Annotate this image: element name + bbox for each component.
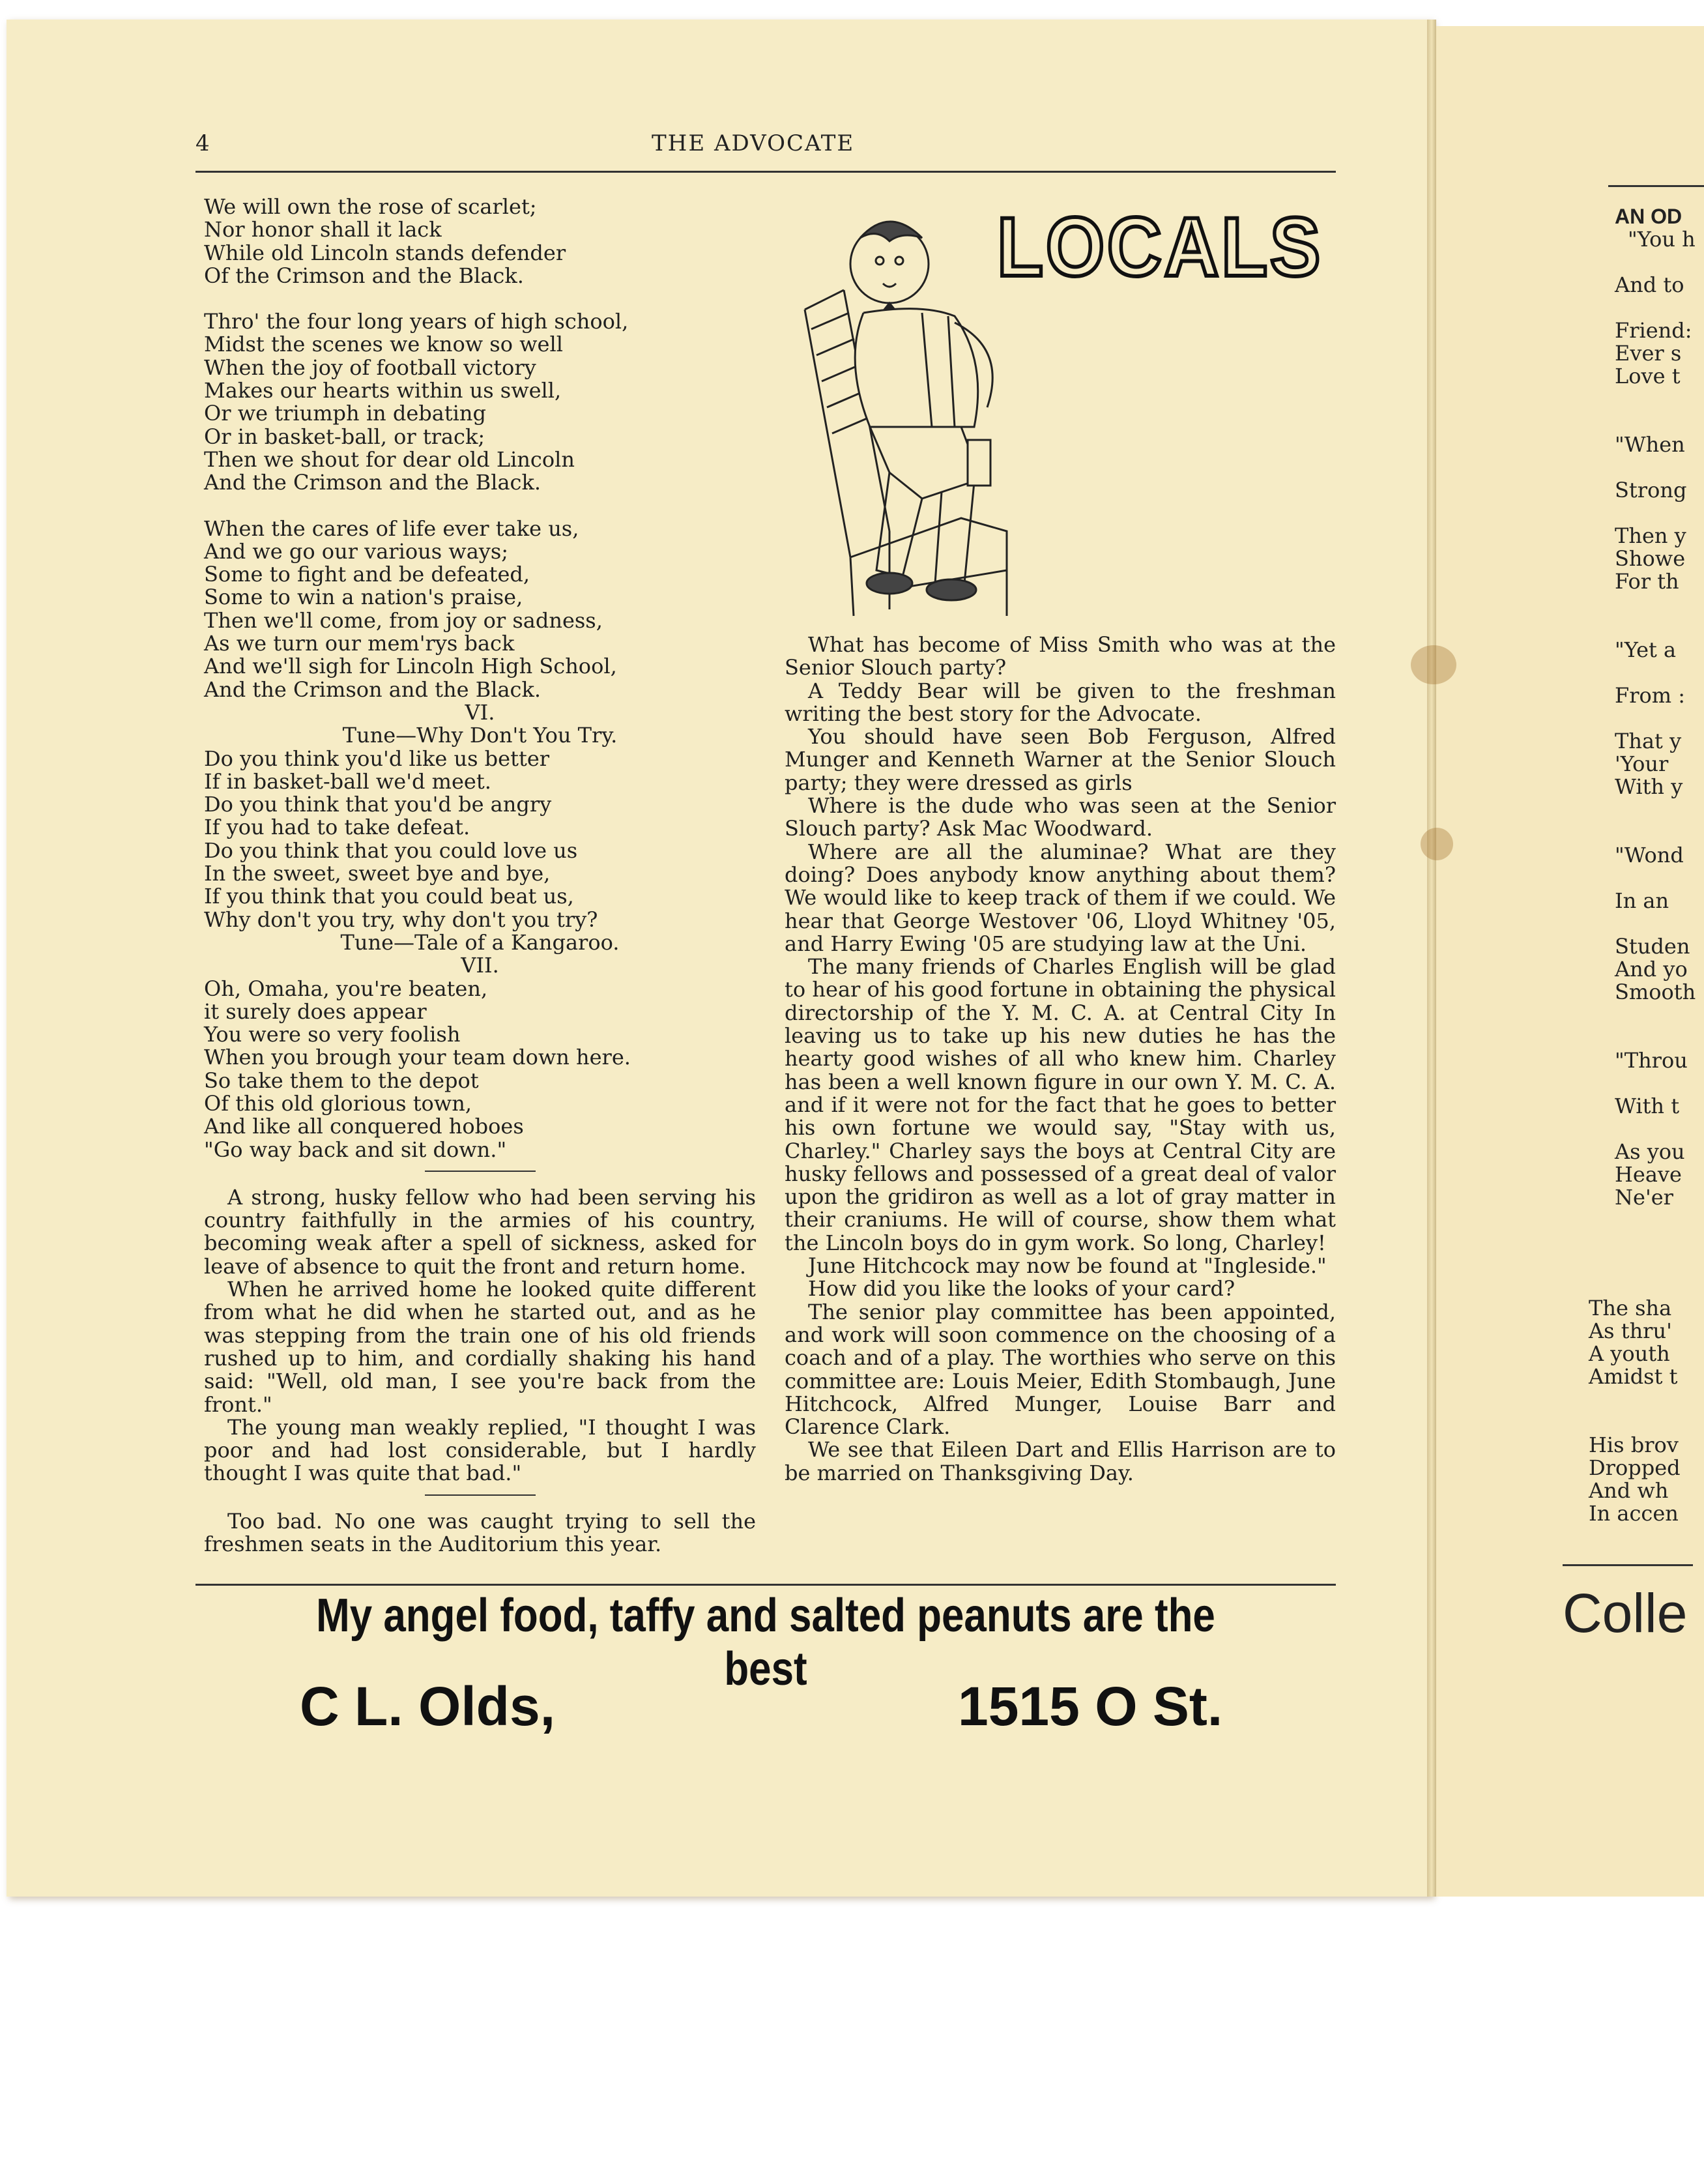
fragment: Heave [1615,1162,1682,1187]
fragment: And yo [1615,957,1688,982]
header-rule [195,171,1336,173]
fragment: Strong [1615,478,1687,502]
fragment: "Throu [1615,1048,1688,1073]
poem-stanza: When the cares of life ever take us, And we go our various ways; Some to fight and be defeated, Some to win a nation's praise, Then we'll come, from joy or sadness, As we turn our mem'rys back And we'll sigh for Lincoln High School, And the Crimson and the Black. [204,516,617,702]
ad-merchant-name: C L. Olds, [300,1676,556,1737]
fragment: Colle [1563,1582,1688,1644]
locals-item: The many friends of Charles English will be glad to hear of his good fortune in obtaining the physical directorship of the Y. M. C. A. at Central City In leaving us to take up his new duties he has the hearty good wishes of all who knew him. Charley has been a well known figure in our own Y. M. C. A. and if it were not for the fact that he goes to better his own fortune we would say, "Stay with us, Charley." Charley says the boys at Central City are husky fellows and possessed of a great deal of valor upon the gridiron as well as a lot of gray matter in their craniums. He will of course, show them what the Lincoln boys do in gym work. So long, Charley! [785,954,1336,1255]
story-paragraph: The young man weakly replied, "I thought I was poor and had lost considerable, but I hardly thought I was quite that bad." [204,1414,756,1486]
poem-stanza: We will own the rose of scarlet; Nor honor shall it lack While old Lincoln stands defender Of the Crimson and the Black. [204,194,566,288]
fragment: As thru' [1589,1318,1672,1343]
ad-top-rule [195,1584,1336,1586]
ad-headline: My angel food, taffy and salted peanuts are the best [316,1590,1215,1695]
fragment: "Yet a [1615,637,1677,662]
fragment: Ne'er [1615,1185,1673,1210]
fragment: In accen [1589,1501,1679,1526]
poem-stanza: Thro' the four long years of high school, Midst the scenes we know so well When the joy of football victory Makes our hearts within us swell, Or we triumph in debating Or in basket-ball, or track; Then we shout for dear old Lincoln And the Crimson and the Black. [204,309,629,495]
fragment: The sha [1589,1296,1672,1320]
fragment: As you [1615,1139,1685,1164]
fragment: From : [1615,683,1686,708]
locals-column [785,633,1336,1485]
locals-item: June Hitchcock may now be found at "Ingleside." [808,1253,1327,1279]
fragment: And wh [1589,1478,1669,1503]
tune-line: Tune—Tale of a Kangaroo. [340,929,620,955]
divider [425,1171,536,1172]
poem-stanza: Oh, Omaha, you're beaten, it surely does appear You were so very foolish When you brough your team down here. So take them to the depot Of this old glorious town, And like all conquered hoboes "Go way back and sit down." [204,976,631,1162]
fragment: In an [1615,888,1669,913]
locals-item: A Teddy Bear will be given to the freshman writing the best story for the Advocate. [785,678,1336,726]
fragment: Love t [1615,364,1681,388]
story-paragraph: A strong, husky fellow who had been serving his country faithfully in the armies of his country, becoming weak after a spell of sickness, asked for leave of absence to quit the front and return home. [204,1184,756,1279]
fragment: Showe [1615,546,1686,571]
fragment: Ever s [1615,341,1682,366]
fragment: Studen [1615,934,1690,959]
section-number: VI. [465,699,495,725]
page-number: 4 [195,130,210,156]
fragment: "You h [1628,227,1696,252]
fragment: For th [1615,569,1679,594]
masthead: THE ADVOCATE [652,130,855,156]
fragment: His brov [1589,1433,1679,1457]
fragment: Smooth [1615,980,1696,1004]
left-column [204,196,756,1556]
locals-item: Where are all the aluminae? What are they doing? Does anybody know anything about them? We would like to keep track of them if we could. We hear that George Westover '06, Lloyd Whitney '05, and Harry Ewing '05 are studying law at the Uni. [785,839,1336,956]
fragment: And to [1615,272,1684,297]
binding-seam [1427,20,1436,1897]
tune-line: Tune—Why Don't You Try. [342,723,618,748]
page-header [195,130,1336,176]
next-page-header-rule [1608,185,1704,187]
paper-stain [1411,645,1456,684]
fragment: Amidst t [1589,1364,1678,1389]
locals-item: What has become of Miss Smith who was at the Senior Slouch party? [785,632,1336,680]
fragment: "Wond [1615,843,1684,867]
paper-stain [1421,828,1453,860]
fragment: AN OD [1615,205,1682,228]
advertisement [195,1584,1336,1747]
locals-heading-text: LOCALS [997,201,1323,290]
locals-item: We see that Eileen Dart and Ellis Harrison are to be married on Thanksgiving Day. [785,1437,1336,1485]
locals-item: You should have seen Bob Ferguson, Alfred Munger and Kenneth Warner at the Senior Slouch party; they were dressed as girls [785,724,1336,795]
fragment: That y [1615,729,1682,753]
ad-address: 1515 O St. [958,1676,1223,1737]
fragment: With y [1615,774,1683,799]
fragment: With t [1615,1094,1680,1118]
next-page-ad-rule [1563,1564,1693,1566]
fragment: Dropped [1589,1455,1681,1480]
fragment: "When [1615,432,1685,457]
story-paragraph: When he arrived home he looked quite different from what he did when he started out, and as he was stepping from the train one of his old friends rushed up to him, and cordially shaking his hand said: "Well, old man, I see you're back from the front." [204,1277,756,1417]
poem-stanza: Do you think you'd like us better If in basket-ball we'd meet. Do you think that you'd be angry If you had to take defeat. Do you think that you could love us In the sweet, sweet bye and bye, If you think that you could beat us, Why don't you try, why don't you try? [204,746,598,932]
locals-item: The senior play committee has been appointed, and work will soon commence on the choosing of a coach and of a play. The worthies who serve on this committee are: Louis Meier, Edith Stombaugh, June Hitchcock, Alfred Munger, Louise Barr and Clarence Clark. [785,1299,1336,1440]
section-number: VII. [461,953,499,978]
locals-item: Where is the dude who was seen at the Senior Slouch party? Ask Mac Woodward. [785,793,1336,841]
joke-paragraph: Too bad. No one was caught trying to sell the freshmen seats in the Auditorium this year. [204,1508,756,1557]
divider [425,1494,536,1496]
fragment: Friend: [1615,318,1692,343]
locals-item: How did you like the looks of your card? [808,1276,1235,1302]
fragment: 'Your [1615,751,1669,776]
fragment: Then y [1615,523,1686,548]
fragment: A youth [1589,1341,1670,1366]
locals-heading [990,199,1329,290]
